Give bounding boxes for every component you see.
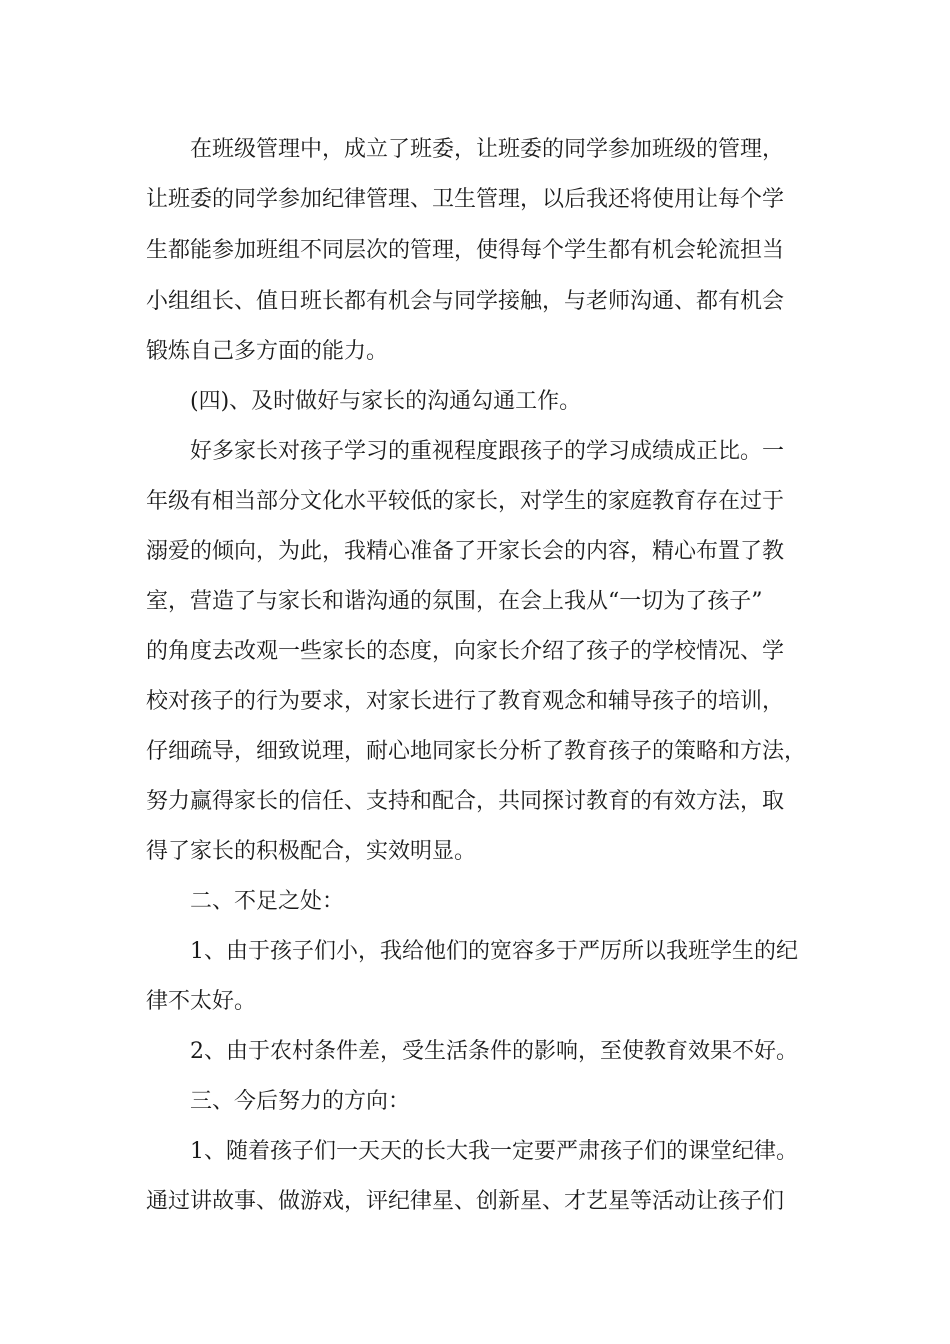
text-line: 1、由于孩子们小，我给他们的宽容多于严厉所以我班学生的纪 xyxy=(190,939,798,964)
text-line: 溺爱的倾向，为此，我精心准备了开家长会的内容，精心布置了教 xyxy=(146,539,785,564)
text-line: 通过讲故事、做游戏，评纪律星、创新星、才艺星等活动让孩子们 xyxy=(146,1189,785,1214)
text-line: 努力赢得家长的信任、支持和配合，共同探讨教育的有效方法，取 xyxy=(146,789,785,814)
text-line: 律不太好。 xyxy=(146,989,257,1014)
text-line: 在班级管理中，成立了班委，让班委的同学参加班级的管理， xyxy=(190,137,785,162)
text-line: 锻炼自己多方面的能力。 xyxy=(146,339,389,364)
section-heading: 三、今后努力的方向： xyxy=(190,1089,411,1114)
text-line: 好多家长对孩子学习的重视程度跟孩子的学习成绩成正比。一 xyxy=(190,439,785,464)
text-line: 2、由于农村条件差，受生活条件的影响，至使教育效果不好。 xyxy=(190,1039,798,1064)
section-heading: 二、不足之处： xyxy=(190,889,345,914)
text-line: 生都能参加班组不同层次的管理，使得每个学生都有机会轮流担当 xyxy=(146,238,785,263)
text-line: 1、随着孩子们一天天的长大我一定要严肃孩子们的课堂纪律。 xyxy=(190,1139,798,1164)
text-line: 校对孩子的行为要求，对家长进行了教育观念和辅导孩子的培训， xyxy=(146,689,785,714)
text-line: 仔细疏导，细致说理，耐心地同家长分析了教育孩子的策略和方法， xyxy=(146,739,807,764)
text-line: 小组组长、值日班长都有机会与同学接触，与老师沟通、都有机会 xyxy=(146,289,785,314)
text-line: 年级有相当部分文化水平较低的家长，对学生的家庭教育存在过于 xyxy=(146,489,785,514)
text-line: 让班委的同学参加纪律管理、卫生管理，以后我还将使用让每个学 xyxy=(146,187,785,212)
section-heading: (四)、及时做好与家长的沟通勾通工作。 xyxy=(190,389,582,414)
text-line: 室，营造了与家长和谐沟通的氛围，在会上我从“一切为了孩子” xyxy=(146,589,763,614)
text-line: 得了家长的积极配合，实效明显。 xyxy=(146,839,477,864)
text-line: 的角度去改观一些家长的态度，向家长介绍了孩子的学校情况、学 xyxy=(146,639,785,664)
